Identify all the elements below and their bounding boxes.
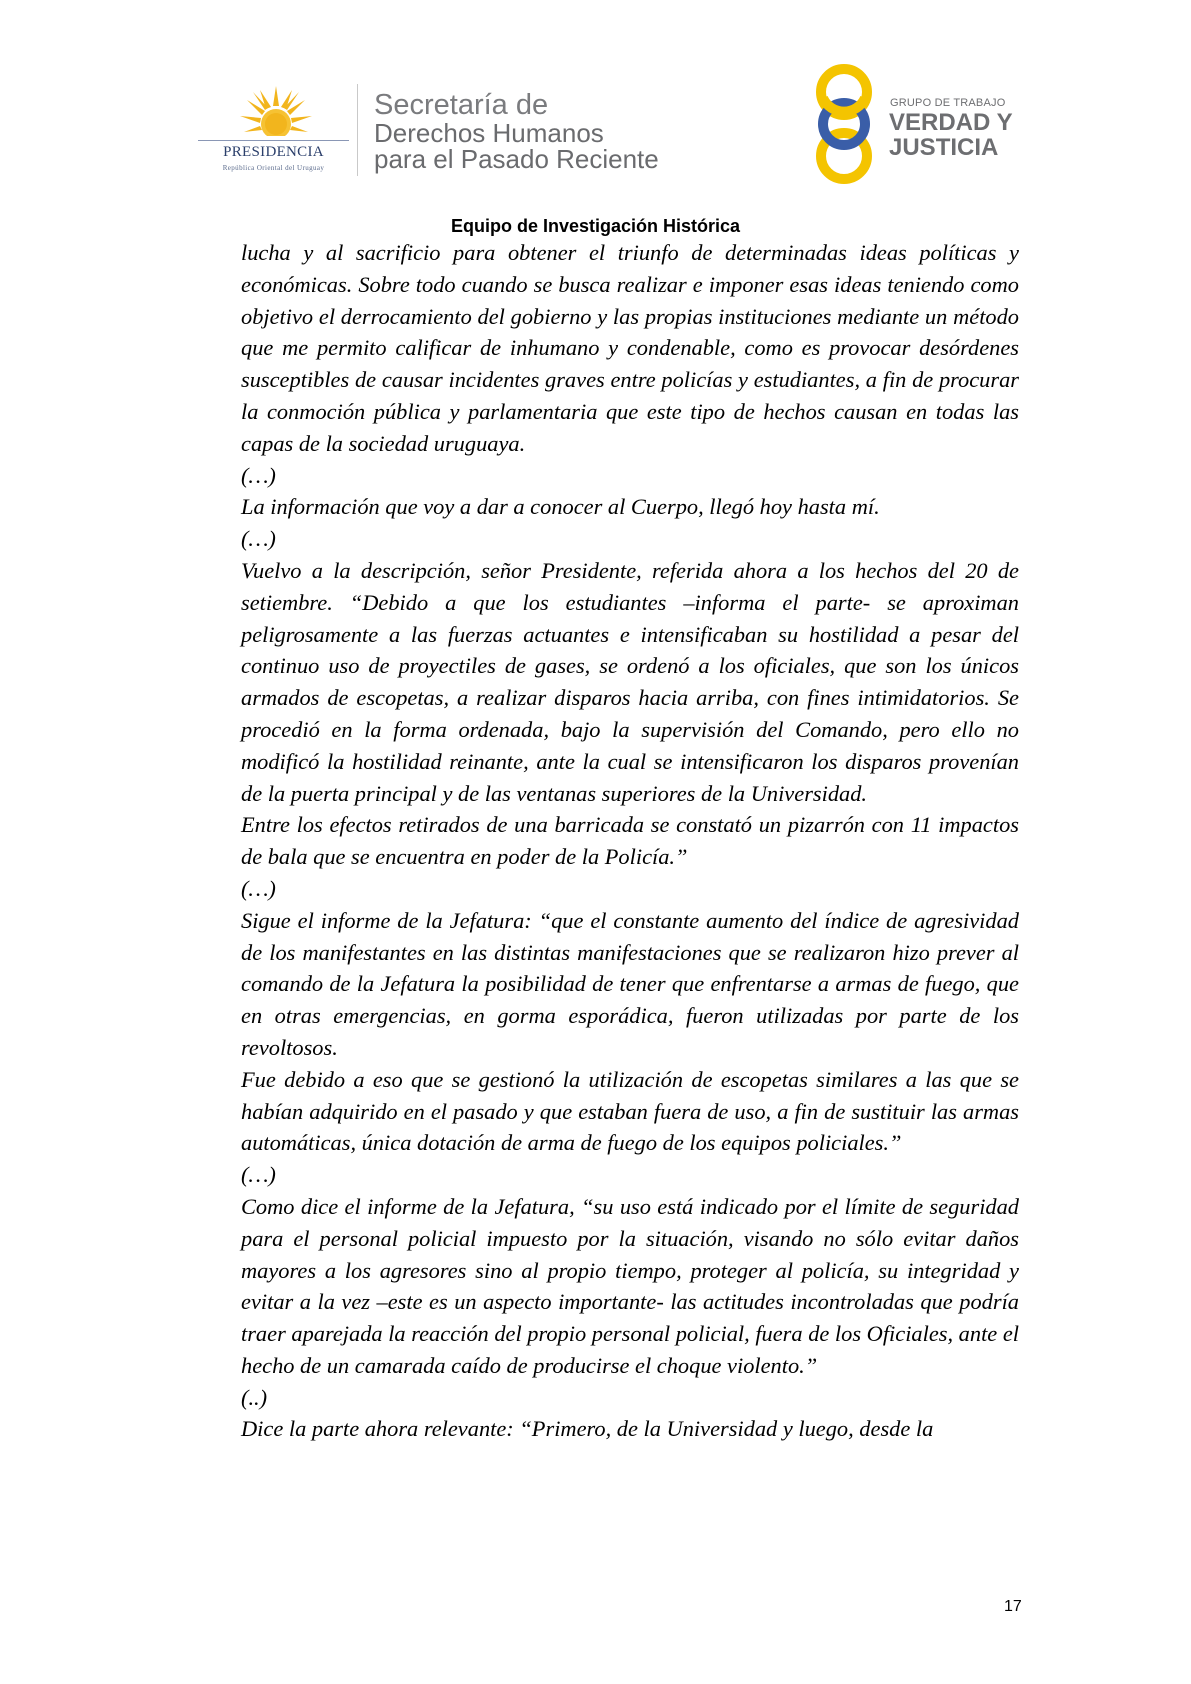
presidencia-subtitle: República Oriental del Uruguay [222, 164, 325, 172]
paragraph-5: Sigue el informe de la Jefatura: “que el constante aumento del índice de agresividad de los manifestantes en las distintas manifestaciones que se realizaron hizo prever al comando de la Jefatura la posibilidad de tener que enfrentarse a armas de fuego, que en otras emergencias, en gorma esporádica, fueron utilizadas por parte de los revoltosos. [241, 907, 1019, 1060]
secretaria-line-1: Secretaría de [374, 89, 549, 121]
presidencia-name: PRESIDENCIA [223, 144, 324, 160]
presidencia-divider-rule [198, 140, 349, 141]
interlocked-rings-icon [808, 62, 880, 186]
omission-marker-5: (..) [241, 1384, 268, 1410]
omission-marker-3: (…) [241, 875, 276, 901]
secretaria-logo-text [374, 90, 659, 172]
paragraph-8: Dice la parte ahora relevante: “Primero, de la Universidad y luego, desde la [241, 1416, 934, 1442]
presidencia-logo [196, 84, 351, 176]
page-number: 17 [1004, 1598, 1022, 1615]
verdad-justicia-logo [808, 62, 1038, 186]
secretaria-line-3: para el Pasado Reciente [374, 144, 659, 174]
paragraph-3: Vuelvo a la descripción, señor Presidente, referida ahora a los hechos del 20 de setiembre. “Debido a que los estudiantes –informa el parte- se aproximan peligrosamente a las fuerzas actuantes e intensificaban su hostilidad a pesar del continuo uso de proyectiles de gases, se ordenó a los oficiales, que son los únicos armados de escopetas, a realizar disparos hacia arriba, con fines intimidatorios. Se procedió en la forma ordenada, bajo la supervisión del Comando, pero ello no modificó la hostilidad reinante, ante la cual se intensificaron los disparos provenían de la puerta principal y de las ventanas superiores de la Universidad. [241, 557, 1019, 806]
sun-icon [238, 84, 314, 142]
verdad-y-label: VERDAD Y [889, 109, 1013, 136]
document-body [241, 237, 1019, 1445]
paragraph-7: Como dice el informe de la Jefatura, “su uso está indicado por el límite de seguridad para el personal policial impuesto por la situación, visando no sólo evitar daños mayores a los agresores sino al propio tiempo, proteger al policía, su integridad y evitar a la vez –este es un aspecto importante- las actitudes incontroladas que podría traer aparejada la reacción del propio personal policial, fuera de los Oficiales, ante el hecho de un camarada caído de producirse el choque violento.” [241, 1193, 1019, 1378]
omission-marker-4: (…) [241, 1162, 276, 1188]
justicia-label: JUSTICIA [889, 134, 999, 161]
verdad-justicia-title [889, 110, 1013, 160]
paragraph-6: Fue debido a eso que se gestionó la utilización de escopetas similares a las que se habían adquirido en el pasado y que estaban fuera de uso, a fin de sustituir las armas automáticas, única dotación de arma de fuego de los equipos policiales.” [241, 1066, 1019, 1156]
grupo-de-trabajo-label: GRUPO DE TRABAJO [890, 97, 1006, 109]
header-divider [357, 84, 358, 176]
omission-marker-1: (…) [241, 462, 276, 488]
omission-marker-2: (…) [241, 526, 276, 552]
team-heading: Equipo de Investigación Histórica [450, 216, 741, 236]
paragraph-2: La información que voy a dar a conocer al Cuerpo, llegó hoy hasta mí. [241, 494, 880, 520]
paragraph-1: lucha y al sacrificio para obtener el triunfo de determinadas ideas políticas y económicas. Sobre todo cuando se busca realizar e imponer esas ideas teniendo como objetivo el derrocamiento del gobierno y las propias instituciones mediante un método que me permito calificar de inhumano y condenable, como es provocar desórdenes susceptibles de causar incidentes graves entre policías y estudiantes, a fin de procurar la conmoción pública y parlamentaria que este tipo de hechos causan en todas las capas de la sociedad uruguaya. [241, 240, 1019, 456]
secretaria-line-2: Derechos Humanos [374, 118, 604, 148]
paragraph-4: Entre los efectos retirados de una barricada se constató un pizarrón con 11 impactos de bala que se encuentra en poder de la Policía.” [241, 812, 1019, 870]
